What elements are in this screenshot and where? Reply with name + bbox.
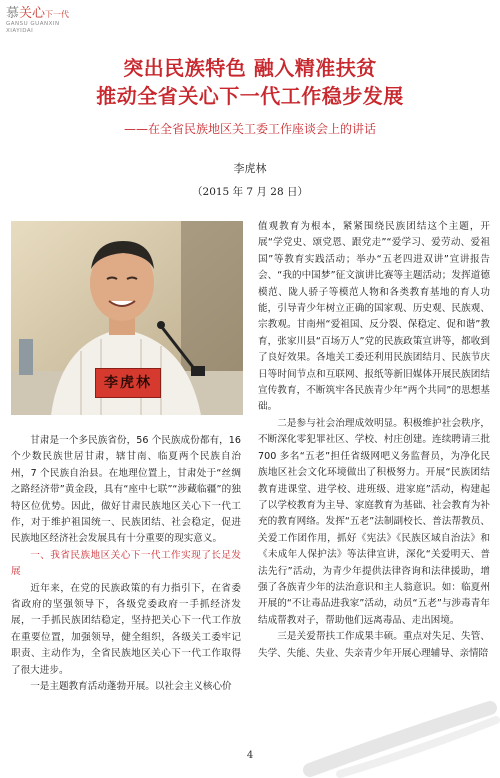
paragraph: 二是参与社会治理成效明显。积极维护社会秩序，不断深化零犯罪社区、学校、村庄创建。连续聘请三批700 多名“五老”担任省级网吧义务监督员，为净化民族地区社会文化环境做出了积极努力。开展“民族团结教育进课堂、进学校、进班级、进家庭”活动，构建起了以学校教育为主导、家庭教育为基础、社会教育为补充的教育网络。发挥“五老”法制副校长、普法帮教员、关爱工作团作用，抓好《宪法》《民族区域自治法》和《未成年人保护法》等法律宣讲，深化“关爱明天、普法先行”活动，为青少年提供法律咨询和法律援助，增强了各族青少年的法治意识和主人翁意识。如：临夏州开展的“不让毒品进我家”活动，动员“五老”与涉毒青年结成帮教对子，帮助他们远离毒品、走出困境。 (258, 417, 490, 626)
article-title-line-1: 突出民族特色 融入精准扶贫 (123, 56, 377, 80)
article-subtitle: ——在全省民族地区关工委工作座谈会上的讲话 (123, 122, 376, 136)
article-author: 李虎林 (233, 162, 267, 175)
paragraph: 一是主题教育活动蓬勃开展。以社会主义核心价 (30, 681, 232, 693)
speaker-photo (11, 221, 243, 415)
page-number: 4 (246, 750, 254, 761)
speaker-nameplate: 李虎林 (95, 368, 161, 398)
right-column (258, 219, 490, 662)
paragraph: 三是关爱帮扶工作成果丰硕。重点对失足、失管、失学、失能、失业、失亲青少年开展心理辅导、亲情陪 (258, 631, 490, 659)
logo-wordmark: 慕关心下一代 (6, 6, 70, 21)
magazine-logo (6, 2, 116, 38)
decorative-brush-stroke (300, 700, 500, 778)
left-column (11, 433, 241, 696)
article-date: （2015 年 7 月 28 日） (192, 186, 308, 198)
paragraph: 近年来，在党的民族政策的有力指引下，在省委省政府的坚强领导下，各级党委政府一手抓经济发展，一手抓民族团结稳定，坚持把关心下一代工作放在重要位置，加强领导，健全组织，各级关工委牢记职责、主动作为，全省民族地区关心下一代工作取得了很大进步。 (11, 582, 241, 676)
paragraph: 甘肃是一个多民族省份，56 个民族成份都有，16 个少数民族世居甘肃，辖甘南、临夏两个民族自治州，7 个民族自治县。在地理位置上，甘肃处于“丝绸之路经济带”黄金段，具有“座中七联”“涉藏临疆”的独特区位优势。因此，做好甘肃民族地区关心下一代工作，对于维护祖国统一、民族团结、社会稳定，促进民族地区经济社会发展具有十分重要的现实意义。 (11, 435, 241, 545)
paragraph: 值观教育为根本，紧紧围绕民族团结这个主题，开展“学党史、颂党恩、跟党走”“爱学习、爱劳动、爱祖国”等教育实践活动；举办“五老四进双讲”宣讲报告会、“我的中国梦”征文演讲比赛等主题活动；发挥道德模范、陇人骄子等模范人物和各类教育基地的育人功能，引导青少年树立正确的国家观、历史观、民族观、宗教观。甘南州“爱祖国、反分裂、保稳定、促和谐”教育，张家川县“百场万人”党的民族政策宣讲等，都收到了良好效果。各地关工委还利用民族团结月、民族节庆日等时间节点和互联网、报纸等新旧媒体开展民族团结宣传教育，不断筑牢各民族青少年“两个共同”的思想基础。 (258, 221, 490, 413)
section-heading: 一、我省民族地区关心下一代工作实现了长足发展 (11, 549, 241, 578)
article-title-line-2: 推动全省关心下一代工作稳步发展 (96, 84, 404, 108)
logo-subtitle: GANSU GUANXIN XIAYIDAI (6, 21, 60, 34)
